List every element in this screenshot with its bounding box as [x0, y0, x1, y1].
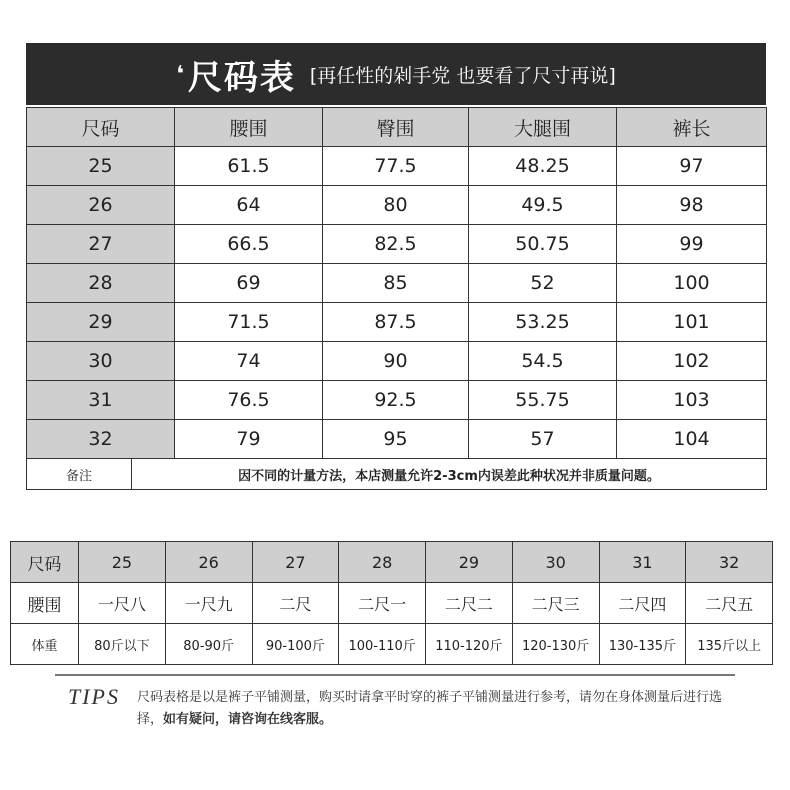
table-row [27, 147, 767, 186]
measure-cell: 101 [617, 303, 767, 342]
sizes-cell: 30 [512, 542, 599, 583]
measure-cell: 85 [323, 264, 469, 303]
waist-cell: 一尺九 [165, 583, 252, 624]
tips-text-plain: 尺码表格是以是裤子平铺测量，购买时请拿平时穿的裤子平铺测量进行参考，请勿在身体测量后进行选择， [137, 690, 723, 727]
measure-cell: 76.5 [175, 381, 323, 420]
measure-cell: 98 [617, 186, 767, 225]
header-cell: 裤长 [617, 108, 767, 147]
note-row [27, 459, 767, 490]
measure-cell: 80 [323, 186, 469, 225]
weight-cell: 80斤以下 [79, 624, 166, 665]
weight-cell: 120-130斤 [512, 624, 599, 665]
weight-table-row [11, 542, 773, 583]
weight-cell: 80-90斤 [165, 624, 252, 665]
size-cell: 29 [27, 303, 175, 342]
waist-cell: 二尺四 [599, 583, 686, 624]
size-table-header [27, 108, 767, 147]
table-row [27, 420, 767, 459]
measure-cell: 103 [617, 381, 767, 420]
weight-table [10, 541, 773, 665]
sizes-cell: 26 [165, 542, 252, 583]
measure-cell: 100 [617, 264, 767, 303]
measure-cell: 97 [617, 147, 767, 186]
waist-cell: 二尺五 [686, 583, 773, 624]
sizes-cell: 27 [252, 542, 339, 583]
row-label: 腰围 [11, 583, 79, 624]
weight-table-row [11, 583, 773, 624]
row-label: 尺码 [11, 542, 79, 583]
page-title: 尺码表 [187, 57, 296, 98]
size-cell: 30 [27, 342, 175, 381]
tips-label: TIPS [68, 684, 120, 709]
waist-cell: 二尺一 [339, 583, 426, 624]
measure-cell: 52 [469, 264, 617, 303]
measure-cell: 50.75 [469, 225, 617, 264]
measure-cell: 54.5 [469, 342, 617, 381]
header-cell: 腰围 [175, 108, 323, 147]
waist-cell: 二尺三 [512, 583, 599, 624]
table-row [27, 342, 767, 381]
weight-table-row [11, 624, 773, 665]
weight-cell: 100-110斤 [339, 624, 426, 665]
weight-cell: 130-135斤 [599, 624, 686, 665]
measure-cell: 48.25 [469, 147, 617, 186]
page-subtitle: [再任性的剁手党 也要看了尺寸再说] [309, 64, 616, 87]
measure-cell: 69 [175, 264, 323, 303]
note-text: 因不同的计量方法，本店测量允许2-3cm内误差此种状况并非质量问题。 [238, 468, 660, 484]
waist-cell: 二尺二 [426, 583, 513, 624]
size-cell: 25 [27, 147, 175, 186]
size-cell: 27 [27, 225, 175, 264]
measure-cell: 64 [175, 186, 323, 225]
note-cell [27, 459, 767, 490]
header-cell: 尺码 [27, 108, 175, 147]
size-cell: 28 [27, 264, 175, 303]
table-row [27, 225, 767, 264]
size-cell: 26 [27, 186, 175, 225]
waist-cell: 一尺八 [79, 583, 166, 624]
measure-cell: 55.75 [469, 381, 617, 420]
sizes-cell: 31 [599, 542, 686, 583]
measure-cell: 92.5 [323, 381, 469, 420]
sizes-cell: 25 [79, 542, 166, 583]
weight-cell: 90-100斤 [252, 624, 339, 665]
note-label: 备注 [27, 459, 132, 489]
tips-divider [55, 674, 735, 676]
measure-cell: 77.5 [323, 147, 469, 186]
size-cell: 32 [27, 420, 175, 459]
waist-cell: 二尺 [252, 583, 339, 624]
table-row [27, 303, 767, 342]
measure-cell: 95 [323, 420, 469, 459]
tips-text-bold: 如有疑问，请咨询在线客服。 [163, 712, 333, 727]
tips-text [137, 687, 727, 731]
table-row [27, 264, 767, 303]
weight-cell: 135斤以上 [686, 624, 773, 665]
table-row [27, 381, 767, 420]
measure-cell: 79 [175, 420, 323, 459]
measure-cell: 61.5 [175, 147, 323, 186]
measure-cell: 104 [617, 420, 767, 459]
size-cell: 31 [27, 381, 175, 420]
measure-cell: 74 [175, 342, 323, 381]
title-banner [26, 43, 766, 105]
table-row [27, 186, 767, 225]
header-cell: 大腿围 [469, 108, 617, 147]
measure-cell: 49.5 [469, 186, 617, 225]
header-cell: 臀围 [323, 108, 469, 147]
measure-cell: 57 [469, 420, 617, 459]
measure-cell: 99 [617, 225, 767, 264]
measure-cell: 66.5 [175, 225, 323, 264]
weight-cell: 110-120斤 [426, 624, 513, 665]
measure-cell: 102 [617, 342, 767, 381]
measure-cell: 82.5 [323, 225, 469, 264]
quote-mark-icon: ❛ [176, 61, 184, 87]
measure-cell: 90 [323, 342, 469, 381]
measure-cell: 53.25 [469, 303, 617, 342]
size-table [26, 107, 767, 490]
measure-cell: 71.5 [175, 303, 323, 342]
sizes-cell: 28 [339, 542, 426, 583]
measure-cell: 87.5 [323, 303, 469, 342]
sizes-cell: 29 [426, 542, 513, 583]
row-label: 体重 [11, 624, 79, 665]
sizes-cell: 32 [686, 542, 773, 583]
